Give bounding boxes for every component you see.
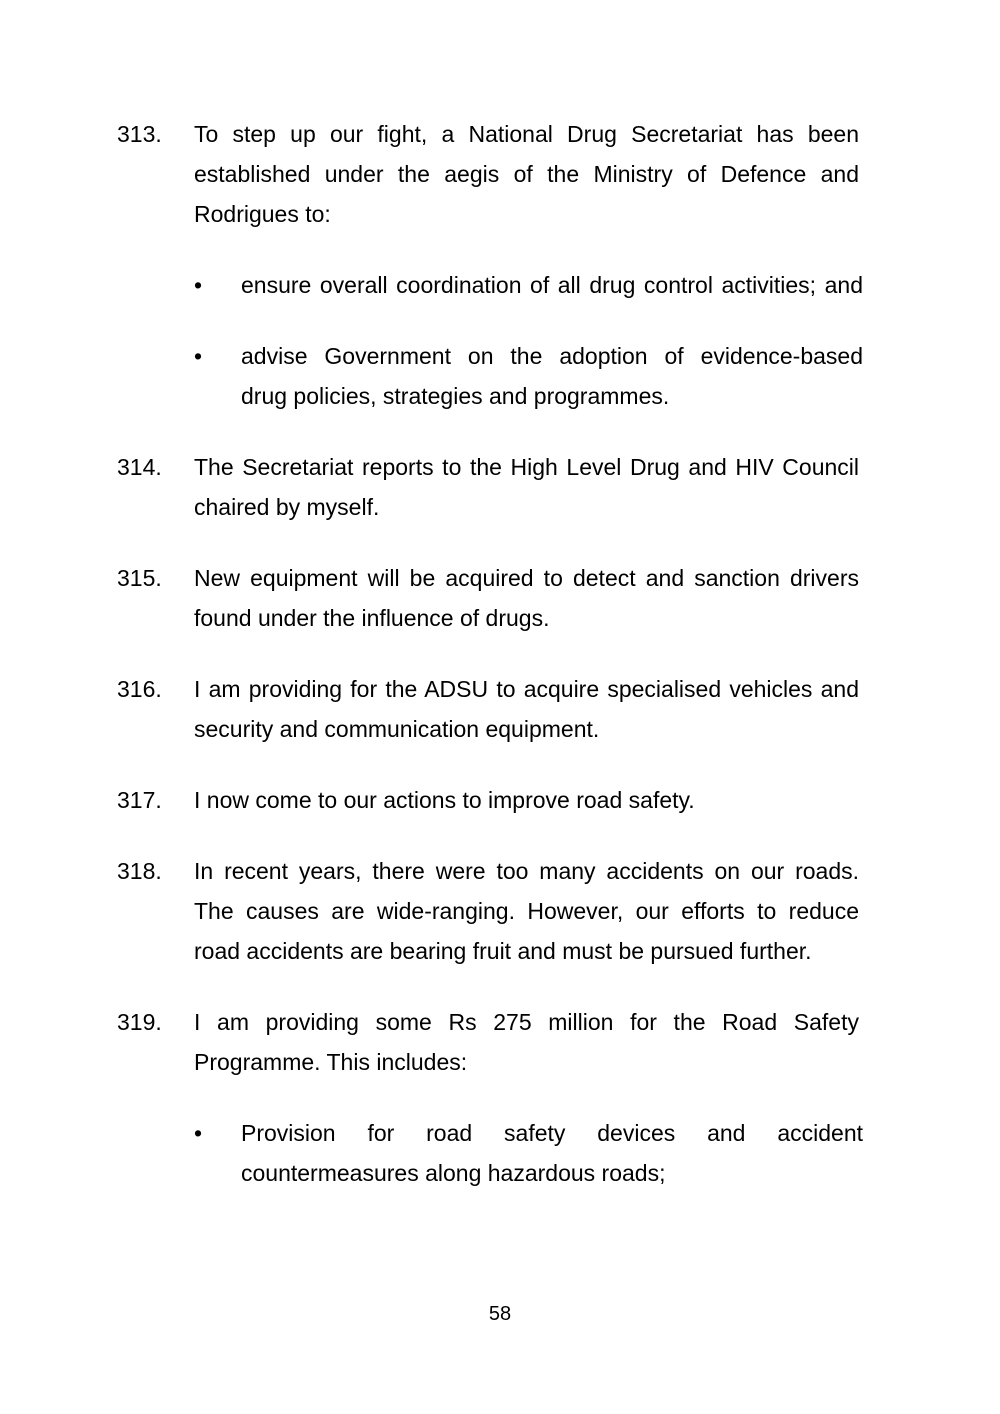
paragraph-body xyxy=(194,1002,859,1082)
paragraph-line: chaired by myself. xyxy=(194,494,380,520)
bullet-line: advise Government on the adoption of evidence-based xyxy=(241,343,863,369)
bullet-body xyxy=(241,1113,863,1193)
paragraph-number: 315. xyxy=(117,565,162,591)
paragraph-line: In recent years, there were too many accidents on our roads. xyxy=(194,858,859,884)
paragraph-number: 317. xyxy=(117,787,162,813)
paragraph-315 xyxy=(117,558,877,638)
bullet-item-1 xyxy=(194,265,877,305)
paragraph-number: 313. xyxy=(117,121,162,147)
paragraph-line: Rodrigues to: xyxy=(194,201,331,227)
paragraph-line: I now come to our actions to improve road safety. xyxy=(194,787,695,813)
bullet-line: ensure overall coordination of all drug control activities; and xyxy=(241,272,863,298)
paragraph-line: To step up our fight, a National Drug Secretariat has been xyxy=(194,121,859,147)
bullet-item-3 xyxy=(194,1113,877,1193)
bullet-icon: • xyxy=(194,343,203,369)
paragraph-body xyxy=(194,780,859,820)
paragraph-line: road accidents are bearing fruit and must be pursued further. xyxy=(194,938,812,964)
paragraph-314 xyxy=(117,447,877,527)
paragraph-line: I am providing some Rs 275 million for the Road Safety xyxy=(194,1009,859,1035)
paragraph-line: found under the influence of drugs. xyxy=(194,605,550,631)
paragraph-line: Programme. This includes: xyxy=(194,1049,468,1075)
paragraph-316 xyxy=(117,669,877,749)
paragraph-319 xyxy=(117,1002,877,1082)
paragraph-line: security and communication equipment. xyxy=(194,716,600,742)
bullet-icon: • xyxy=(194,1120,203,1146)
paragraph-number: 319. xyxy=(117,1009,162,1035)
paragraph-line: I am providing for the ADSU to acquire specialised vehicles and xyxy=(194,676,859,702)
paragraph-body xyxy=(194,851,859,971)
paragraph-number: 314. xyxy=(117,454,162,480)
paragraph-number: 316. xyxy=(117,676,162,702)
paragraph-line: New equipment will be acquired to detect and sanction drivers xyxy=(194,565,859,591)
paragraph-317 xyxy=(117,780,877,820)
paragraph-313 xyxy=(117,114,877,234)
page-content xyxy=(117,114,877,1224)
bullet-line: drug policies, strategies and programmes. xyxy=(241,383,670,409)
bullet-icon: • xyxy=(194,272,203,298)
bullet-item-2 xyxy=(194,336,877,416)
paragraph-body xyxy=(194,447,859,527)
bullet-body xyxy=(241,336,863,416)
bullet-body xyxy=(241,265,863,305)
bullet-line: Provision for road safety devices and accident xyxy=(241,1120,863,1146)
paragraph-318 xyxy=(117,851,877,971)
paragraph-body xyxy=(194,558,859,638)
paragraph-line: The Secretariat reports to the High Level Drug and HIV Council xyxy=(194,454,859,480)
bullet-line: countermeasures along hazardous roads; xyxy=(241,1160,666,1186)
paragraph-body xyxy=(194,669,859,749)
paragraph-body xyxy=(194,114,859,234)
paragraph-line: established under the aegis of the Ministry of Defence and xyxy=(194,161,859,187)
paragraph-number: 318. xyxy=(117,858,162,884)
page-number: 58 xyxy=(488,1303,512,1325)
paragraph-line: The causes are wide-ranging. However, our efforts to reduce xyxy=(194,898,859,924)
